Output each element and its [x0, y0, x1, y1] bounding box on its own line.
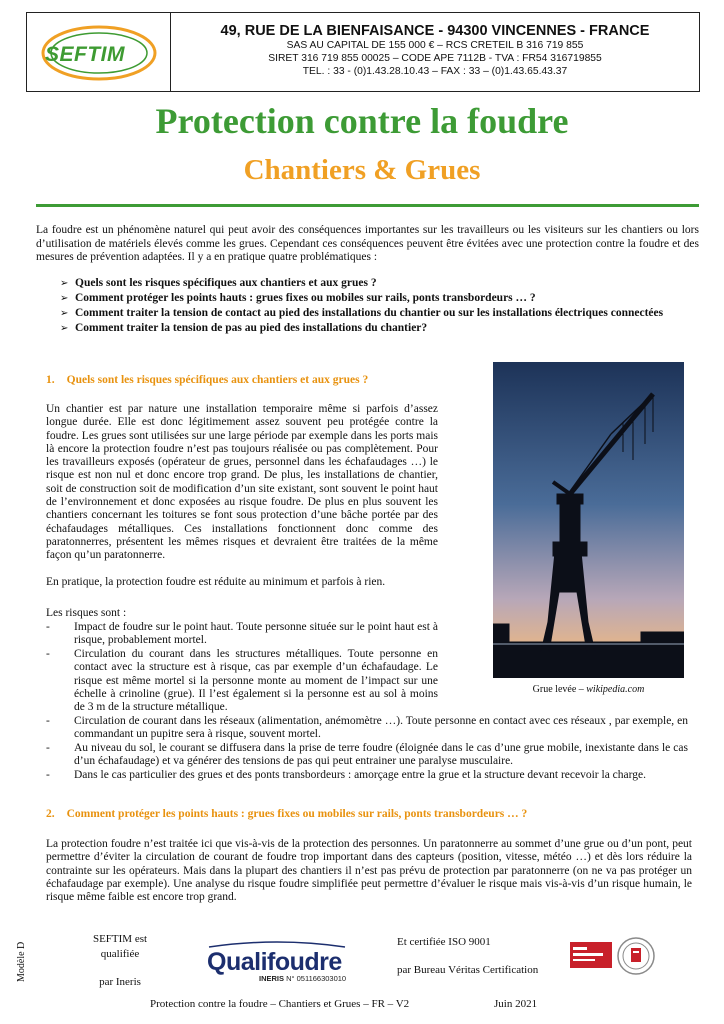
- document-reference: Protection contre la foudre – Chantiers et Grues – FR – V2: [150, 998, 410, 1010]
- qualification-text: SEFTIM est qualifiée: [92, 933, 148, 960]
- bureau-veritas-logo: [570, 936, 662, 981]
- address-line: 49, RUE DE LA BIENFAISANCE - 94300 VINCENNES - FRANCE: [220, 23, 650, 39]
- arrow-bullet-icon: ➢: [60, 292, 69, 304]
- qualifoudre-logo: Qualifoudre INERIS N° 051166303010: [207, 940, 347, 983]
- problem-item: ➢ Quels sont les risques spécifiques aux chantiers et aux grues ?: [60, 277, 377, 289]
- problem-item: ➢ Comment traiter la tension de contact au pied des installations du chantier ou sur les installations électriques connectées: [60, 306, 664, 319]
- ineris-text: par Ineris: [99, 976, 141, 988]
- problem-list: [60, 277, 690, 337]
- section-1-paragraph: Un chantier est par nature une installation temporaire même si parfois d’assez longue durée. Elle est donc légitimement assez souvent peu protégée contre la foudre. Les grues sont utilisées sur une large période par exemple dans les ports mais là encore la protection foudre n’est pas toujours réalisée ou pas complètement. Pour les travailleurs exposés (opérateur de grues, personnel dans les échafaudages …) le risque est non nul et donc encore trop grand. De plus, les installations de chantier, soit de construction soit de modification d’un site existant, sont souvent le point haut de l’environnement et donc exposées au risque foudre. De plus en plus souvent les chantiers concernant les toitures se font sous protection d’une bâche portée par des échafaudages métalliques. Ces installations fonctionnent donc comme des paratonnerres, présentent les mêmes risques et devraient être traitées de la même façon qu’un paratonnerre.: [46, 403, 438, 562]
- document-date: Juin 2021: [494, 998, 538, 1010]
- title-divider: [36, 204, 699, 207]
- risk-item: - Dans le cas particulier des grues et des ponts transbordeurs : amorçage entre la grue et la structure devant recevoir la charge.: [46, 769, 646, 782]
- section-1-practice: En pratique, la protection foudre est réduite au minimum et parfois à rien.: [46, 576, 386, 588]
- photo-caption: Grue levée – wikipedia.com: [532, 684, 645, 695]
- page-title: Protection contre la foudre: [155, 101, 569, 141]
- page-footer: [0, 924, 724, 1024]
- section-2-heading: 2. Comment protéger les points hauts : grues fixes ou mobiles sur rails, ponts transbordeurs … ?: [46, 808, 528, 820]
- caption-source: wikipedia.com: [586, 684, 645, 695]
- arrow-bullet-icon: ➢: [60, 307, 69, 319]
- seftim-logo: [27, 13, 171, 91]
- certification-badge-icon: [570, 936, 662, 978]
- contact-line: TEL. : 33 - (0)1.43.28.10.43 – FAX : 33 – (0)1.43.65.43.37: [302, 66, 568, 77]
- risk-item: - Circulation du courant dans les structures métalliques. Toute personne en contact avec la structure est à risque, cas par exemple d’un échafaudage. Le risque est même mortel si la personne monte au moment de l’impact sur une échelle à crinoline (grue). Il l’est également si la personne est au sol à moins de 3 m de la structure métallique.: [46, 648, 438, 714]
- section-1-heading: 1. Quels sont les risques spécifiques aux chantiers et aux grues ?: [46, 374, 369, 386]
- intro-paragraph: La foudre est un phénomène naturel qui peut avoir des conséquences importantes sur les travailleurs ou les visiteurs sur les chantiers ou lors d’utilisation de matériels élevés comme les grues. Cependant ces conséquences peuvent être évitées avec une protection contre la foudre et des mesures de prévention adaptées. Il y a en pratique quatre problématiques :: [36, 224, 699, 264]
- risks-list: [46, 621, 688, 783]
- arrow-bullet-icon: ➢: [60, 322, 69, 334]
- letterhead: [26, 12, 700, 92]
- risks-heading: Les risques sont :: [46, 607, 127, 619]
- arrow-bullet-icon: ➢: [60, 278, 69, 289]
- problem-item: ➢ Comment traiter la tension de pas au pied des installations du chantier?: [60, 321, 428, 334]
- capital-line: SAS AU CAPITAL DE 155 000 € – RCS CRETEIL B 316 719 855: [286, 40, 584, 51]
- iso-text: Et certifiée ISO 9001: [397, 936, 491, 948]
- siret-line: SIRET 316 719 855 00025 – CODE APE 7112B - TVA : FR54 316719855: [268, 53, 602, 64]
- problem-item: ➢ Comment protéger les points hauts : grues fixes ou mobiles sur rails, ponts transbordeurs … ?: [60, 291, 536, 304]
- risk-item: - Au niveau du sol, le courant se diffusera dans la prise de terre foudre (éloignée dans le cas d’une grue mobile, inexistante dans le cas d’un échafaudage) et va générer des tensions de pas qui peut entrainer une paralyse musculaire.: [46, 742, 688, 768]
- model-label: Modèle D: [16, 941, 27, 982]
- logo-text: SEFTIM: [45, 43, 125, 66]
- risk-item: - Impact de foudre sur le point haut. Toute personne située sur le point haut est à risque, probablement mortel.: [46, 621, 438, 647]
- bureau-veritas-text: par Bureau Véritas Certification: [397, 964, 539, 976]
- qualifoudre-arc-icon: [207, 940, 347, 948]
- company-address: [171, 13, 699, 91]
- page-subtitle: Chantiers & Grues: [243, 154, 481, 186]
- risk-item: - Circulation de courant dans les réseaux (alimentation, anémomètre …). Toute personne en contact avec ces réseaux , par exemple, en commandant un pupitre sera à risque, souvent mortel.: [46, 715, 688, 741]
- section-2-paragraph: La protection foudre n’est traitée ici que vis-à-vis de la protection des personnes. Un paratonnerre au sommet d’une grue ou d’un pont, peut permettre d’éviter la circulation de courant de foudre trop important dans des capteurs (position, vitesse, météo …) et dès lors réduire la contrainte sur les opérateurs. Mais dans la plupart des chantiers il n’est pas prévu de protection par paratonnerre (on ne va pas protéger un échafaudage par exemple). Une analyse du risque foudre simplifiée peut permettre d’évaluer le risque mais vis-à-vis d’un risque humain, le risque même faible est encore trop grand.: [46, 838, 692, 904]
